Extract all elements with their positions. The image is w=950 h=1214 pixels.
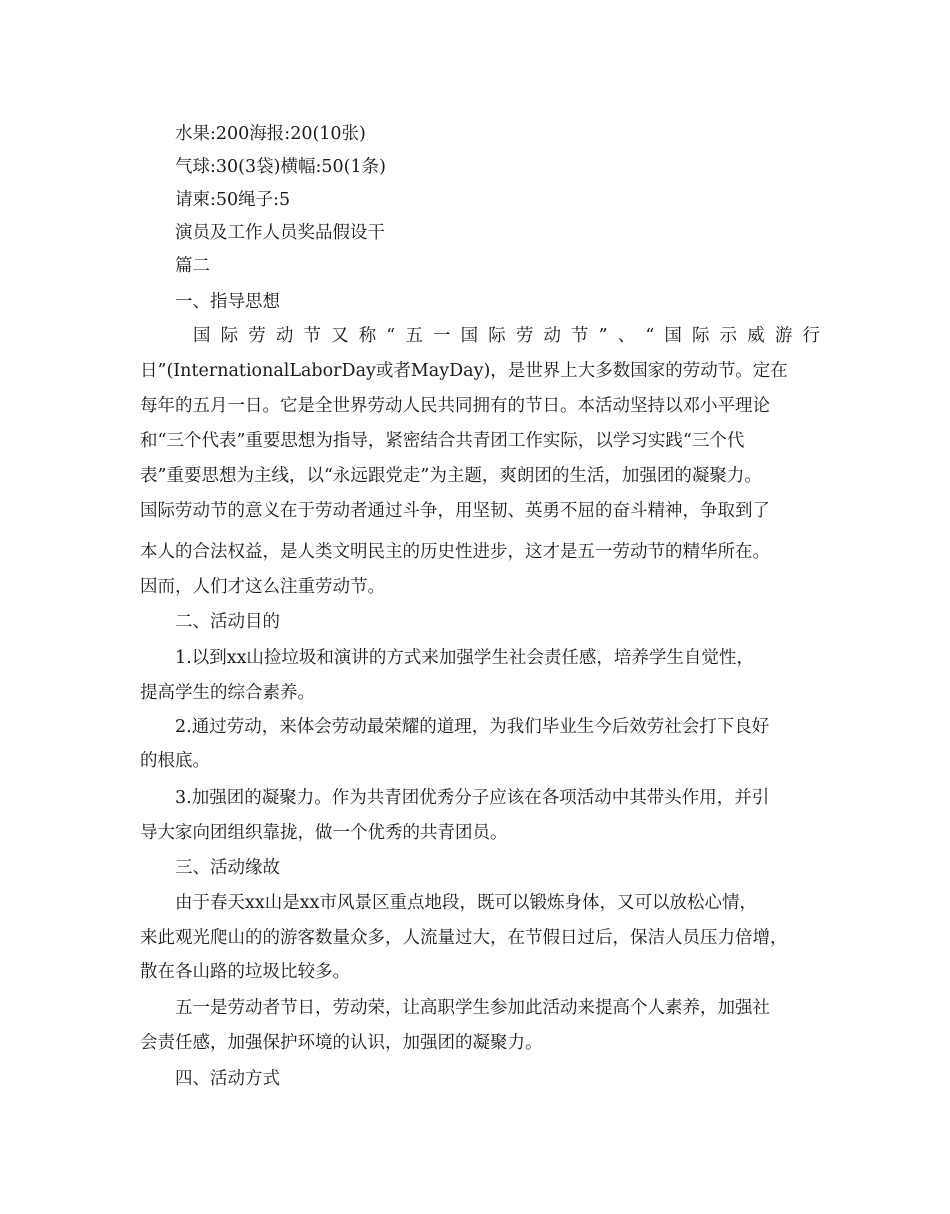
section-heading: 一、指导思想 (175, 292, 280, 312)
text-line: 散在各山路的垃圾比较多。 (140, 962, 350, 982)
section-label: 篇二 (175, 256, 210, 276)
section-heading: 二、活动目的 (175, 612, 280, 632)
text-line: 气球:30(3袋)横幅:50(1条) (175, 157, 386, 177)
text-line: 导大家向团组织靠拢，做一个优秀的共青团员。 (140, 823, 508, 843)
section-heading: 三、活动缘故 (175, 858, 280, 878)
text-line: 1.以到xx山捡垃圾和演讲的方式来加强学生社会责任感，培养学生自觉性， (175, 648, 754, 668)
text-line: 五一是劳动者节日，劳动荣，让高职学生参加此活动来提高个人素养，加强社 (175, 998, 770, 1018)
text-line: 3.加强团的凝聚力。作为共青团优秀分子应该在各项活动中其带头作用，并引 (175, 788, 770, 808)
text-line: 本人的合法权益，是人类文明民主的历史性进步，这才是五一劳动节的精华所在。 (140, 542, 770, 562)
text-line: 提高学生的综合素养。 (140, 683, 315, 703)
text-line: 会责任感，加强保护环境的认识，加强团的凝聚力。 (140, 1033, 543, 1053)
text-line: 因而，人们才这么注重劳动节。 (140, 577, 385, 597)
text-line: 国际劳动节的意义在于劳动者通过斗争，用坚韧、英勇不屈的奋斗精神，争取到了 (140, 501, 770, 521)
text-line: 演员及工作人员奖品假设干 (175, 223, 385, 243)
text-line: 表”重要思想为主线，以“永远跟党走”为主题，爽朗团的生活，加强团的凝聚力。 (140, 466, 762, 486)
text-line: 2.通过劳动，来体会劳动最荣耀的道理，为我们毕业生今后效劳社会打下良好 (175, 717, 770, 737)
text-line: 日”(InternationalLaborDay或者MayDay)，是世界上大多数国家的劳动节。定在 (140, 361, 788, 381)
text-line: 水果:200海报:20(10张) (175, 124, 366, 144)
section-heading: 四、活动方式 (175, 1069, 280, 1089)
text-line: 国际劳动节又称“五一国际劳动节”、“国际示威游行 (193, 326, 820, 346)
text-line: 每年的五月一日。它是全世界劳动人民共同拥有的节日。本活动坚持以邓小平理论 (140, 396, 770, 416)
text-line: 来此观光爬山的的游客数量众多，人流量过大，在节假日过后，保洁人员压力倍增， (140, 928, 788, 948)
text-line: 和“三个代表”重要思想为指导，紧密结合共青团工作实际，以学习实践“三个代 (140, 431, 745, 451)
text-line: 请柬:50绳子:5 (175, 190, 291, 210)
text-line: 由于春天xx山是xx市风景区重点地段，既可以锻炼身体，又可以放松心情， (175, 893, 757, 913)
text-line: 的根底。 (140, 751, 210, 771)
